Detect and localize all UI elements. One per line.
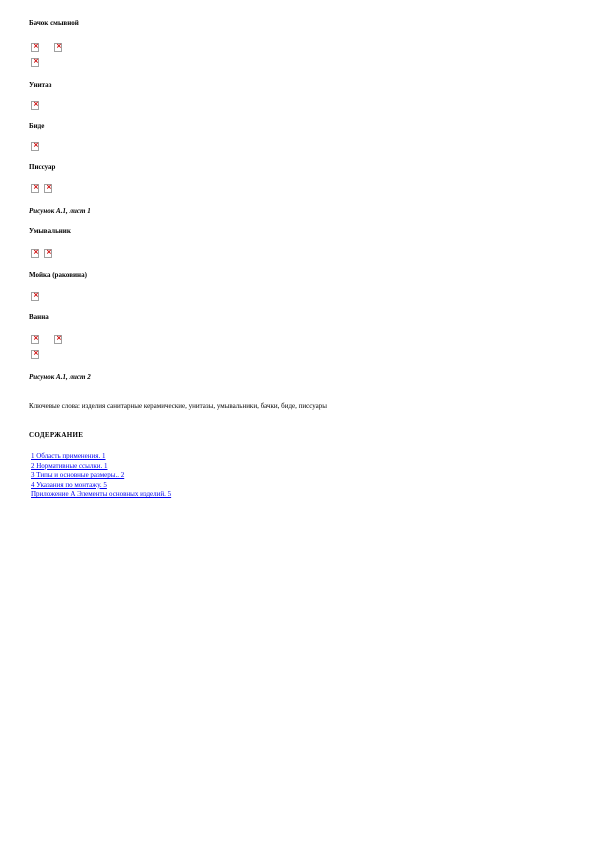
figure2-caption: Рисунок А.1, лист 2 xyxy=(29,373,91,381)
broken-image-icon xyxy=(31,350,39,359)
broken-image-icon xyxy=(31,58,39,67)
broken-image-icon xyxy=(54,43,62,52)
broken-image-icon xyxy=(31,101,39,110)
broken-image-icon xyxy=(31,292,39,301)
broken-image-icon xyxy=(31,142,39,151)
toc-item xyxy=(31,481,171,491)
broken-image-icon xyxy=(44,184,52,193)
broken-image-icon xyxy=(31,249,39,258)
toilet-label: Унитаз xyxy=(29,81,52,89)
keywords-text: Ключевые слова: изделия санитарные керамические, унитазы, умывальники, бачки, биде, писсуары xyxy=(29,402,327,410)
toc-link-appendix[interactable]: Приложение А Элементы основных изделий. 5 xyxy=(31,490,172,498)
urinal-label: Писсуар xyxy=(29,163,56,171)
broken-image-icon xyxy=(31,184,39,193)
washbasin-label: Умывальник xyxy=(29,227,71,235)
table-of-contents xyxy=(31,452,171,500)
toc-item xyxy=(31,490,171,500)
bath-label: Ванна xyxy=(29,313,49,321)
toc-link-references[interactable]: 2 Нормативные ссылки. 1 xyxy=(31,461,108,470)
broken-image-icon xyxy=(44,249,52,258)
broken-image-icon xyxy=(54,335,62,344)
toc-link-installation[interactable]: 4 Указания по монтажу. 5 xyxy=(31,480,107,489)
contents-title: СОДЕРЖАНИЕ xyxy=(29,431,84,439)
figure1-caption: Рисунок А.1, лист 1 xyxy=(29,207,91,215)
bidet-label: Биде xyxy=(29,122,45,130)
toc-link-scope[interactable]: 1 Область применения. 1 xyxy=(31,452,106,460)
toc-link-types[interactable]: 3 Типы и основные размеры.. 2 xyxy=(31,471,125,479)
sink-label: Мойка (раковина) xyxy=(29,271,87,279)
toc-item xyxy=(31,462,171,472)
toc-item xyxy=(31,452,171,462)
tank-label: Бачок смывной xyxy=(29,19,79,27)
toc-item xyxy=(31,471,171,481)
broken-image-icon xyxy=(31,43,39,52)
broken-image-icon xyxy=(31,335,39,344)
